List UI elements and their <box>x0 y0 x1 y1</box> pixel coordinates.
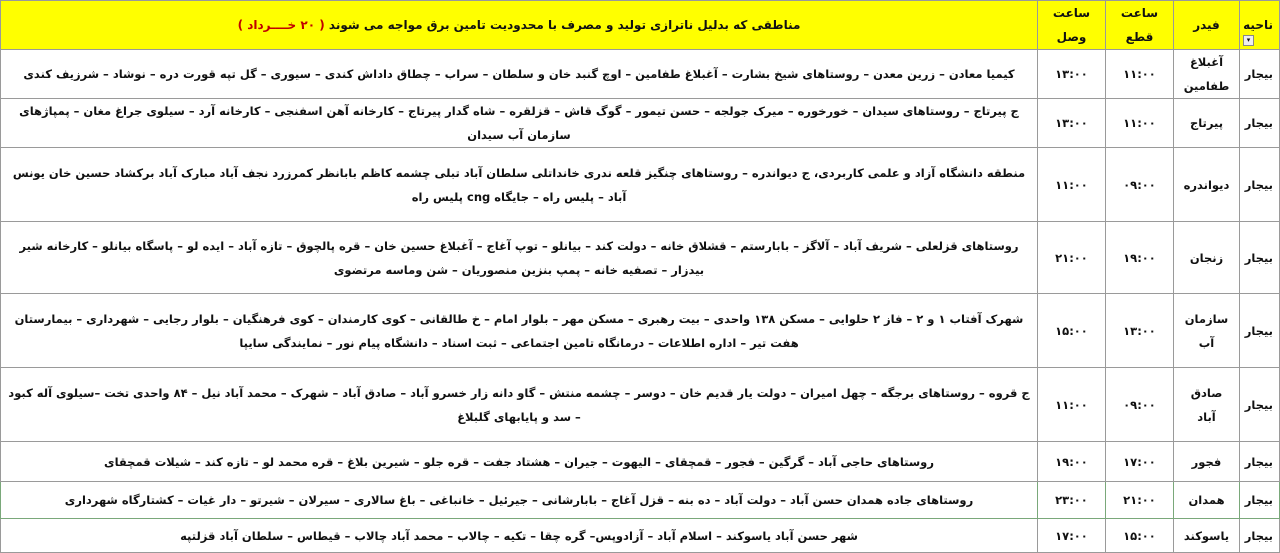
header-region[interactable] <box>1240 1 1280 50</box>
areas-cell: ج قروه – روستاهای برجگه – چهل امیران – دولت یار قدیم خان – دوسر – چشمه منتش – گاو دانه زار خسرو آباد – صادق آباد – شهرک – محمد آباد نیل – ۸۴ واحدی تخت –سیلوی آله کبود – سد و پایابهای گلبلاغ <box>1 368 1038 442</box>
feeder-cell: فجور <box>1174 442 1240 482</box>
areas-cell: روستاهای قزلعلی – شریف آباد – آلاگز – بابارستم – قشلاق خانه – دولت کند – بیانلو – توپ آغاج – آغبلاغ حسین خان – قره پالچوق – تازه آباد – ایده لو – پاسگاه بیانلو – کارخانه شیر بیدزار – تصفیه خانه – پمپ بنزین منصوریان – شن وماسه مرتضوی <box>1 222 1038 294</box>
feeder-cell: همدان <box>1174 482 1240 519</box>
feeder-cell: صادق آباد <box>1174 368 1240 442</box>
region-cell: بیجار <box>1240 50 1280 99</box>
table-row <box>1 368 1280 442</box>
areas-cell: ج پیرتاج – روستاهای سیدان – خورخوره – میرک جولجه – حسن تیمور – گوگ قاش – قزلقره – شاه گدار پیرتاج – کارخانه آهن اسفنجی – کارخانه آرد – سیلوی جراغ مغان – پمپاژهای سازمان آب سیدان <box>1 99 1038 148</box>
title-text: مناطقی که بدلیل ناترازی تولید و مصرف با محدودیت تامین برق مواجه می شوند <box>328 18 801 32</box>
connect-time-cell: ۲۱:۰۰ <box>1038 222 1106 294</box>
feeder-cell: سازمان آب <box>1174 294 1240 368</box>
feeder-cell: پیرتاج <box>1174 99 1240 148</box>
connect-time-cell: ۱۱:۰۰ <box>1038 148 1106 222</box>
header-connect-time: ساعت وصل <box>1038 1 1106 50</box>
cut-time-cell: ۰۹:۰۰ <box>1106 148 1174 222</box>
connect-time-cell: ۱۱:۰۰ <box>1038 368 1106 442</box>
cut-time-cell: ۱۵:۰۰ <box>1106 519 1174 553</box>
region-cell: بیجار <box>1240 294 1280 368</box>
feeder-cell: یاسوکند <box>1174 519 1240 553</box>
connect-time-cell: ۱۳:۰۰ <box>1038 99 1106 148</box>
region-cell: بیجار <box>1240 148 1280 222</box>
table-row <box>1 519 1280 553</box>
region-cell: بیجار <box>1240 519 1280 553</box>
header-cut-time: ساعت قطع <box>1106 1 1174 50</box>
areas-cell: روستاهای حاجی آباد – گرگین – فجور – قمچقای – الیهوت – جیران – هشتاد جفت – قره جلو – شیرین بلاغ – قره محمد لو – تازه کند – شیلات قمچقای <box>1 442 1038 482</box>
feeder-cell: آغبلاغ طفامین <box>1174 50 1240 99</box>
areas-cell: روستاهای جاده همدان حسن آباد – دولت آباد – ده بنه – قزل آغاج – بابارشانی – جیرئیل – خانباغی – باغ سالاری – سیرلان – شیرتو – دار غیات – کشتارگاه شهرداری <box>1 482 1038 519</box>
table-row <box>1 482 1280 519</box>
connect-time-cell: ۱۵:۰۰ <box>1038 294 1106 368</box>
table-row <box>1 50 1280 99</box>
feeder-cell: زنجان <box>1174 222 1240 294</box>
header-title <box>1 1 1038 50</box>
connect-time-cell: ۱۹:۰۰ <box>1038 442 1106 482</box>
table-row <box>1 148 1280 222</box>
cut-time-cell: ۱۱:۰۰ <box>1106 50 1174 99</box>
header-feeder: فیدر <box>1174 1 1240 50</box>
table-row <box>1 294 1280 368</box>
connect-time-cell: ۱۳:۰۰ <box>1038 50 1106 99</box>
cut-time-cell: ۱۱:۰۰ <box>1106 99 1174 148</box>
region-cell: بیجار <box>1240 482 1280 519</box>
table-row <box>1 442 1280 482</box>
connect-time-cell: ۲۳:۰۰ <box>1038 482 1106 519</box>
connect-time-cell: ۱۷:۰۰ <box>1038 519 1106 553</box>
cut-time-cell: ۱۹:۰۰ <box>1106 222 1174 294</box>
filter-dropdown-icon[interactable]: ▾ <box>1243 35 1254 46</box>
table-row <box>1 99 1280 148</box>
cut-time-cell: ۰۹:۰۰ <box>1106 368 1174 442</box>
table-row <box>1 222 1280 294</box>
header-row <box>1 1 1280 50</box>
areas-cell: شهرک آفتاب ۱ و ۲ – فاز ۲ حلوایی – مسکن ۱۳۸ واحدی – بیت رهبری – مسکن مهر – بلوار امام – خ طالقانی – کوی کارمندان – کوی فرهنگیان – بلوار رجایی – شهرداری – بیمارستان هفت تیر – اداره اطلاعات – درمانگاه تامین اجتماعی – ثبت اسناد – دانشگاه پیام نور – نمایندگی سایپا <box>1 294 1038 368</box>
title-date: ( ۲۰ خــــرداد ) <box>237 18 325 32</box>
region-cell: بیجار <box>1240 222 1280 294</box>
areas-cell: شهر حسن آباد یاسوکند – اسلام آباد – آزادوپس– گره چقا – تکیه – چالاب – محمد آباد چالاب – قیطاس – سلطان آباد قزلتپه <box>1 519 1038 553</box>
areas-cell: کیمیا معادن – زرین معدن – روستاهای شیخ بشارت – آغبلاغ طفامین – اوچ گنبد خان و سلطان – سراب – چطاق داداش کندی – سیوری – گل تپه قورت دره – نوشاد – شرزیف کندی <box>1 50 1038 99</box>
cut-time-cell: ۱۷:۰۰ <box>1106 442 1174 482</box>
cut-time-cell: ۲۱:۰۰ <box>1106 482 1174 519</box>
feeder-cell: دیواندره <box>1174 148 1240 222</box>
region-cell: بیجار <box>1240 368 1280 442</box>
region-cell: بیجار <box>1240 442 1280 482</box>
cut-time-cell: ۱۳:۰۰ <box>1106 294 1174 368</box>
region-cell: بیجار <box>1240 99 1280 148</box>
header-region-label: ناحیه <box>1243 18 1273 32</box>
areas-cell: منطقه دانشگاه آزاد و علمی کاربردی، ج دیواندره – روستاهای چنگیز قلعه ندری خانداتلی سلطان آباد تبلی چشمه کاظم بابانظر کمرزرد نجف آباد مبارک آباد برکشاد حسین خان یونس آباد – پلیس راه – جایگاه cng پلیس راه <box>1 148 1038 222</box>
